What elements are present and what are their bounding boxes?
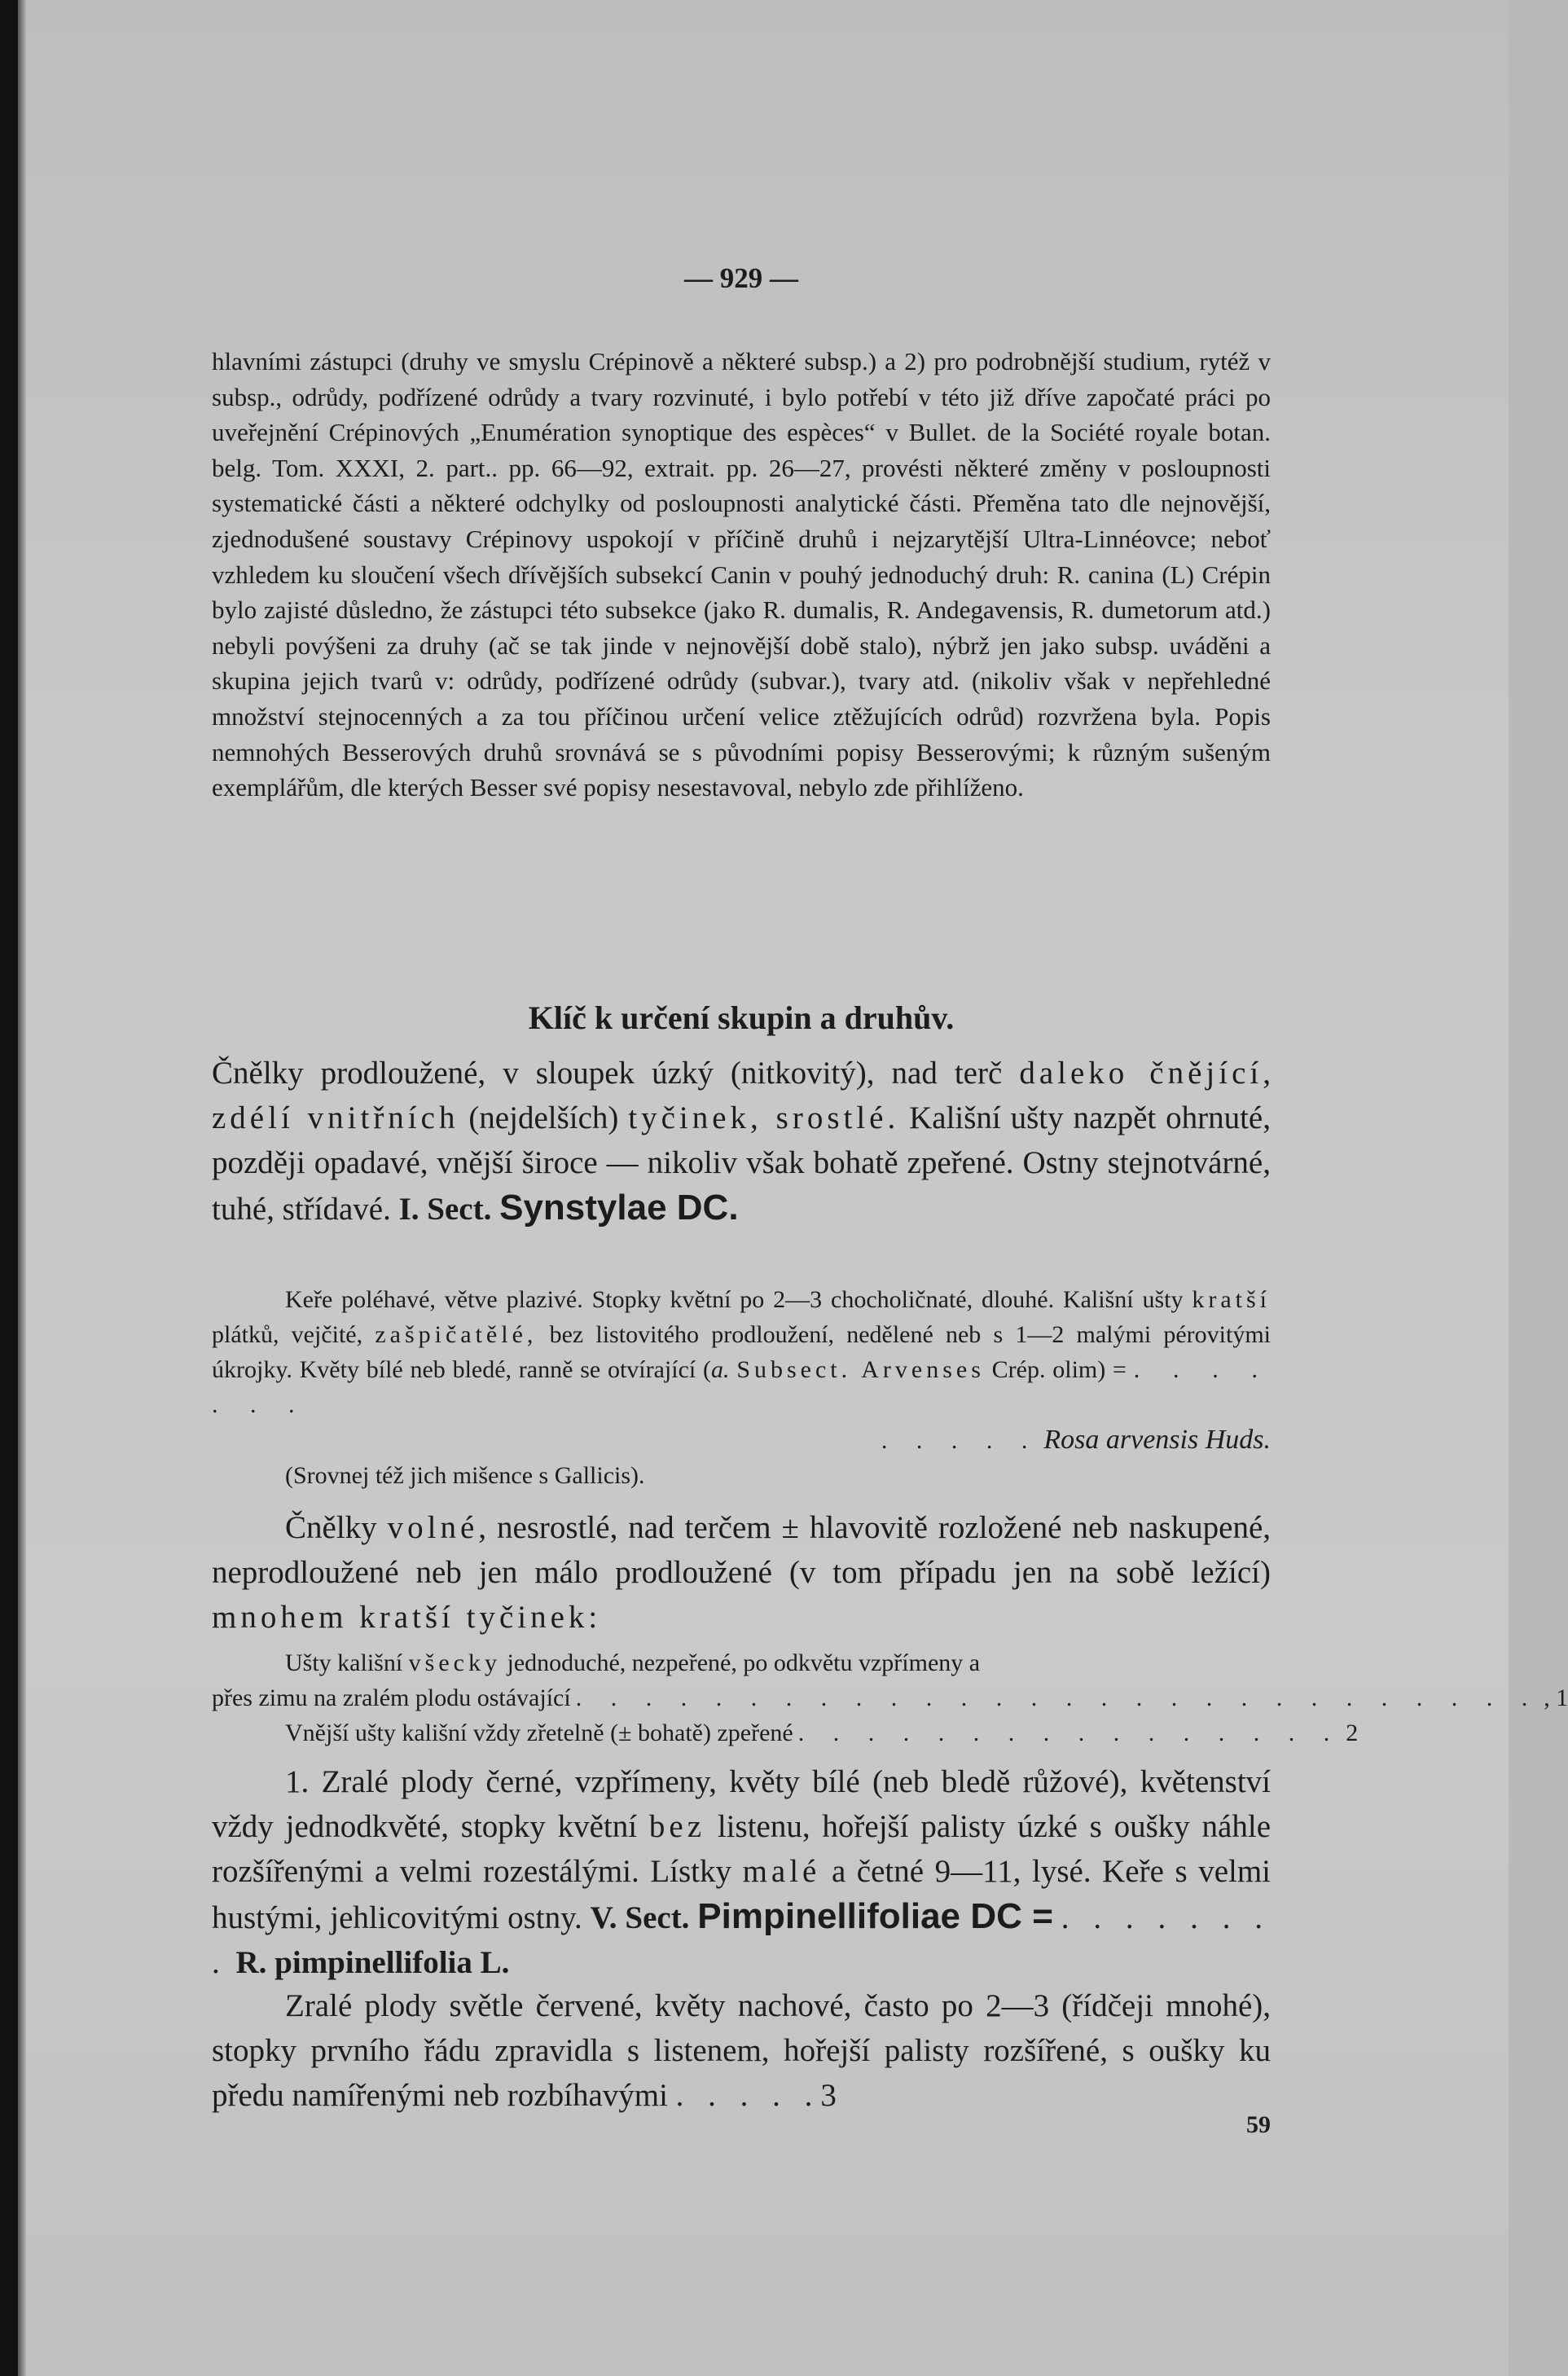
lead-2-pimpinellifoliae: 1. Zralé plody černé, vzpřímeny, květy bílé (neb bledě růžové), květenství vždy jednodkvěté, stopky květní bez listenu, hořejší palisty úzké s oušky náhle rozšířenými a velmi rozestálými. Lístky malé a četné 9—11, lysé. Keře s velmi hustými, jehlicovitými ostny. V. Sect. Pimpinellifoliae DC = . . . . . . . . R. pimpinellifolia L. xyxy=(212,1764,1272,1980)
lead-1a-cont: přes zimu na zralém plodu ostávající . . . . . . . . . . . . . . . . . . . . . . . . . . . . , 1 xyxy=(212,1684,1568,1711)
sect-name: Synstylae DC. xyxy=(499,1188,739,1228)
lead-1a: Ušty kališní všecky jednoduché, nezpeřené, po odkvětu vzpřímeny a xyxy=(285,1649,981,1676)
synstylae-description: Keře poléhavé, větve plazivé. Stopky květní po 2—3 chocholičnaté, dlouhé. Kališní ušty kratší plátků, vejčité, zašpičatělé, bez listovitého prodloužení, nedělené neb s 1—2 malými pérovitými úkrojky. Květy bílé neb bledé, ranně se otvírající (a. Subsect. Arvenses Crép. olim) = . . . . . . . xyxy=(212,1286,1272,1418)
rosa-arvensis-line: . . . . . Rosa arvensis Huds. xyxy=(212,1422,1271,1458)
sect-label: I. Sect. xyxy=(398,1192,492,1227)
section-free-styles: Čnělky volné, nesrostlé, nad terčem ± hlavovitě rozložené neb naskupené, neprodloužené neb jen málo prodloužené (v tom případu jen na sobě ležící) mnohem kratší tyčinek: xyxy=(212,1510,1272,1635)
species-rosa-arvensis: Rosa arvensis Huds. xyxy=(1043,1425,1271,1455)
page-number: — 929 — xyxy=(684,262,798,294)
key-heading: Klíč k určení skupin a druhův. xyxy=(528,999,955,1036)
intro-paragraph: hlavními zástupci (druhy ve smyslu Crépinově a některé subsp.) a 2) pro podrobnější studium, rytéž v subsp., odrůdy, podřízené odrůdy a tvary rozvinuté, i bylo potřebí v této již dříve započaté práci po uveřejnění Crépinových „Enumération synoptique des espèces“ v Bullet. de la Société royale botan. belg. Tom. XXXI, 2. part.. pp. 66—92, extrait. pp. 26—27, provésti některé změny v posloupnosti systematické části a některé odchylky od posloupnosti analytické části. Přeměna tato dle nejnovější, zjednodušené soustavy Crépinovy uspokojí v příčině druhů i nejzarytější Ultra-Linnéovce; neboť vzhledem ku sloučení všech dřívějších subsekcí Canin v pouhý jednoduchý druh: R. canina (L) Crépin bylo zajisté důsledno, že zástupci této subsekce (jako R. dumalis, R. Andegavensis, R. dumetorum atd.) nebyli povýšeni za druhy (ač se tak jinde v nejnovější době stalo), nýbrž jen jako subsp. uváděni a skupina jejich tvarů v: odrůdy, podřízené odrůdy (subvar.), tvary atd. (nikoliv však v nepřehledné množství stejnocenných a za tou příčinou určení velice ztěžujících odrůd) rozvržena byla. Popis nemnohých Besserových druhů srovnává se s původními popisy Besserovými; k různým sušeným exemplářům, dle kterých Besser své popisy nesestavoval, nebylo zde přihlíženo. xyxy=(212,347,1271,802)
sect-name-pimpinellifoliae: Pimpinellifoliae DC = xyxy=(697,1896,1053,1936)
crossref-gallicis: (Srovnej též jich mišence s Gallicis). xyxy=(285,1462,645,1489)
signature-mark: 59 xyxy=(1246,2111,1271,2138)
species-r-pimpinellifolia: R. pimpinellifolia L. xyxy=(235,1945,510,1980)
scan-edge xyxy=(0,0,18,2376)
scan-edge-shadow xyxy=(18,0,26,2376)
lead-2-alternative: Zralé plody světle červené, květy nachové, často po 2—3 (řídčeji mnohé), stopky prvního řádu zpravidla s listenem, hořejší palisty rozšířené, s oušky ku předu namířenými neb rozbíhavými . . . . .3 xyxy=(212,1988,1271,2113)
section-synstylae: Čnělky prodloužené, v sloupek úzký (nitkovitý), nad terč daleko čnějící, zdélí vnitřních (nejdelších) tyčinek, srostlé. Kališní ušty nazpět ohrnuté, později opadavé, vnější široce — nikoliv však bohatě zpeřené. Ostny stejnotvárné, tuhé, střídavé. I. Sect. Synstylae DC. xyxy=(212,1056,1271,1228)
lead-1b: Vnější ušty kališní vždy zřetelně (± bohatě) zpeřené . . . . . . . . . . . . . . . . 2 xyxy=(285,1719,1359,1746)
document-page xyxy=(26,0,1568,2376)
